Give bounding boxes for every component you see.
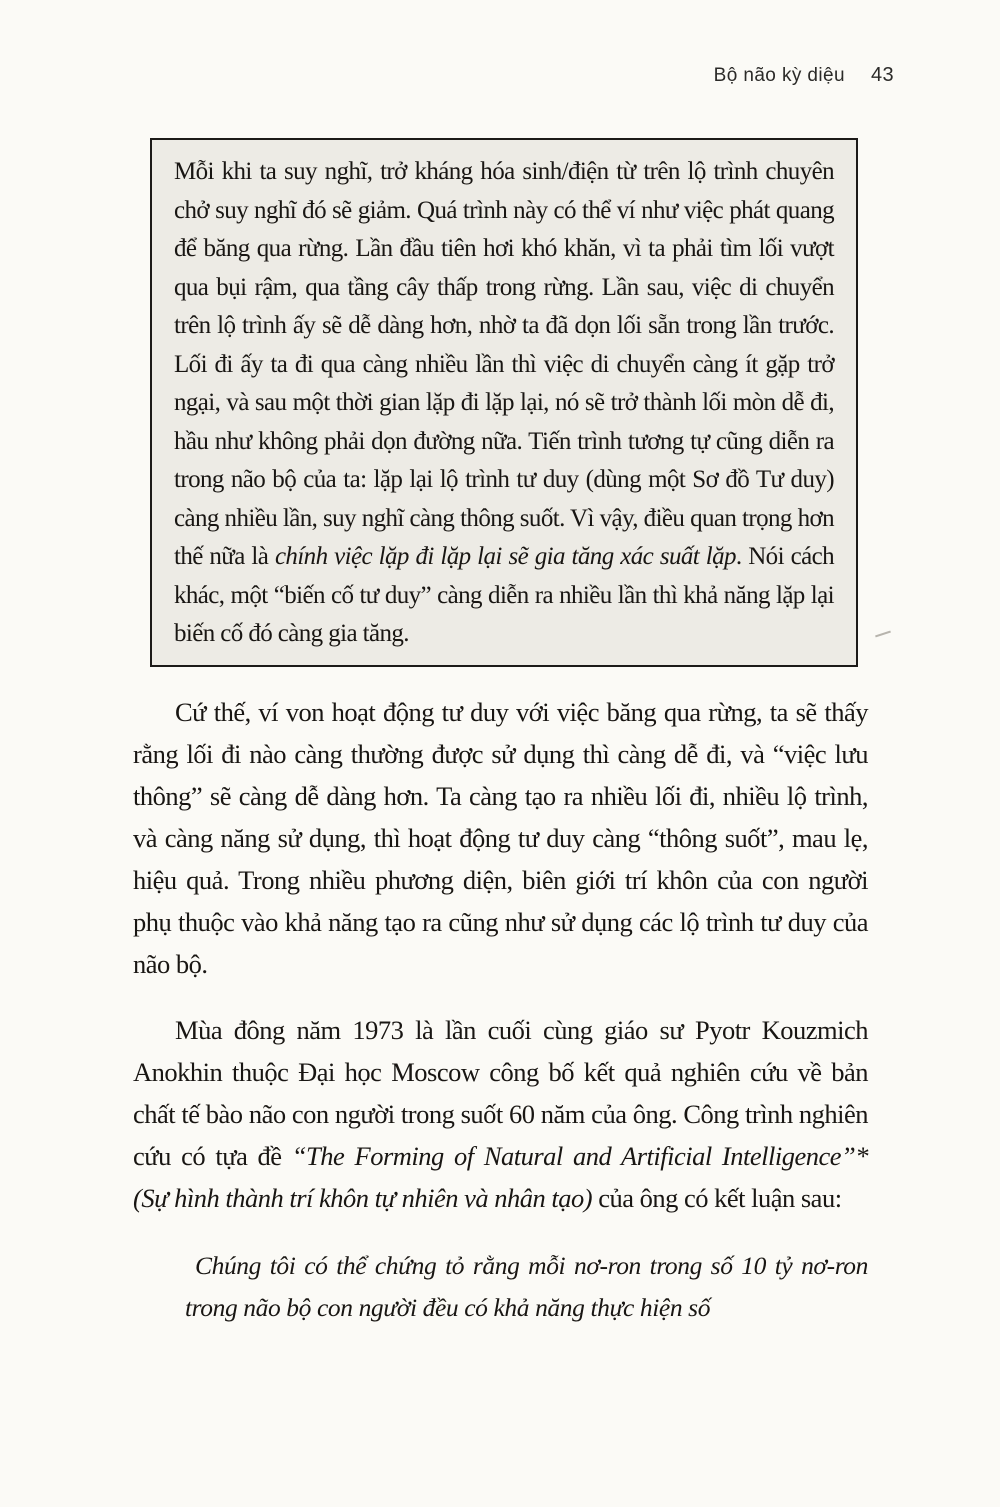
block-quote	[185, 1245, 868, 1329]
scan-artifact	[875, 631, 891, 638]
text-column	[133, 138, 868, 1329]
text-run: . Nói cách khác, một “biến cố tư duy” càng diễn ra nhiều lần thì khả năng lặp lại biến cố đó càng gia tăng.	[174, 543, 834, 647]
text-run: “The Forming of Natural and Artificial Intelligence”* (Sự hình thành trí khôn tự nhiên và nhân tạo)	[133, 1140, 868, 1213]
running-header	[714, 64, 894, 87]
body-paragraph-1	[133, 691, 868, 985]
text-run: Mỗi khi ta suy nghĩ, trở kháng hóa sinh/điện từ trên lộ trình chuyên chở suy nghĩ đó sẽ giảm. Quá trình này có thể ví như việc phát quang để băng qua rừng. Lần đầu tiên hơi khó khăn, vì ta phải tìm lối vượt qua bụi rậm, qua tầng cây thấp trong rừng. Lần sau, việc di chuyển trên lộ trình ấy sẽ dễ dàng hơn, nhờ ta đã dọn lối sẵn trong lần trước. Lối đi ấy ta đi qua càng nhiều lần thì việc di chuyển càng ít gặp trở ngại, và sau một thời gian lặp đi lặp lại, nó sẽ trở thành lối mòn dễ đi, hầu như không phải dọn đường nữa. Tiến trình tương tự cũng diễn ra trong não bộ của ta: lặp lại lộ trình tư duy (dùng một Sơ đồ Tư duy) càng nhiều lần, suy nghĩ càng thông suốt. Vì vậy, điều quan trọng hơn thế nữa là	[174, 158, 834, 570]
boxed-note	[150, 138, 858, 667]
header-section-title: Bộ não kỳ diệu	[713, 65, 845, 86]
header-page-number: 43	[870, 64, 894, 86]
text-run: Cứ thế, ví von hoạt động tư duy với việc băng qua rừng, ta sẽ thấy rằng lối đi nào càng thường được sử dụng thì càng dễ đi, và “việc lưu thông” sẽ càng dễ dàng hơn. Ta càng tạo ra nhiều lối đi, nhiều lộ trình, và càng năng sử dụng, thì hoạt động tư duy càng “thông suốt”, mau lẹ, hiệu quả. Trong nhiều phương diện, biên giới trí khôn của con người phụ thuộc vào khả năng tạo ra cũng như sử dụng các lộ trình tư duy của não bộ.	[133, 696, 868, 979]
body-paragraph-2	[133, 1009, 868, 1219]
text-run: Mùa đông năm 1973 là lần cuối cùng giáo sư Pyotr Kouzmich Anokhin thuộc Đại học Moscow công bố kết quả nghiên cứu về bản chất tế bào não con người trong suốt 60 năm của ông. Công trình nghiên cứu có tựa đề	[133, 1014, 868, 1171]
text-run: Chúng tôi có thể chứng tỏ rằng mỗi nơ-ron trong số 10 tỷ nơ-ron trong não bộ con người đều có khả năng thực hiện số	[185, 1250, 868, 1322]
text-run: chính việc lặp đi lặp lại sẽ gia tăng xác suất lặp	[274, 543, 736, 570]
text-run: của ông có kết luận sau:	[592, 1182, 842, 1213]
